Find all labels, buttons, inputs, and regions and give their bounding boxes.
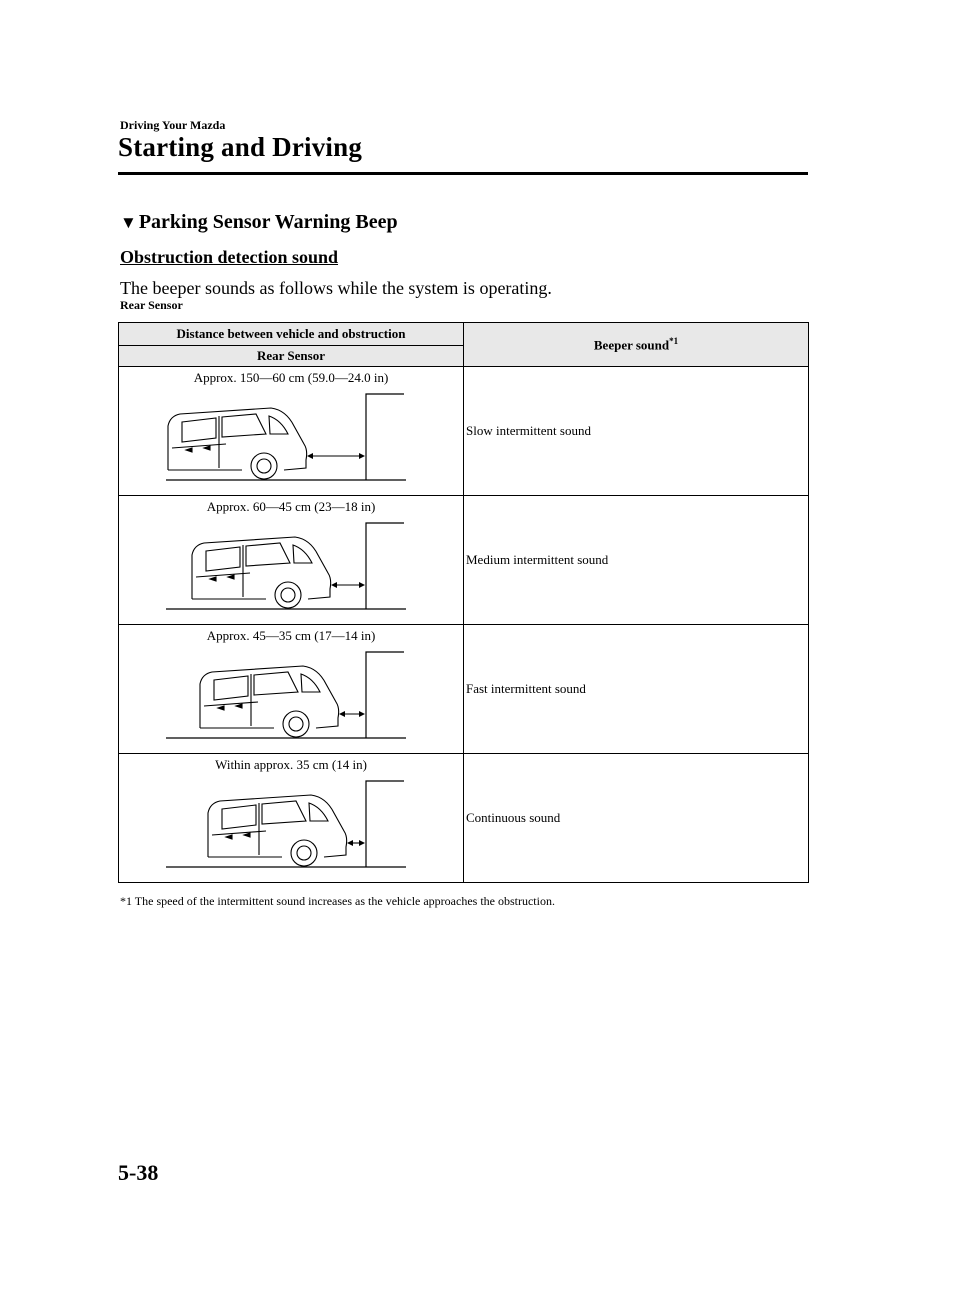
intro-text: The beeper sounds as follows while the system is operating.	[120, 278, 552, 298]
table-row	[119, 496, 809, 625]
distance-text: Within approx. 35 cm (14 in)	[215, 757, 367, 772]
beeper-sound: Medium intermittent sound	[464, 496, 809, 625]
rear-sensor-label: Rear Sensor	[120, 298, 183, 312]
table-row	[119, 625, 809, 754]
section-heading	[120, 211, 398, 234]
page-number: 5-38	[118, 1160, 159, 1185]
beeper-sound: Slow intermittent sound	[464, 367, 809, 496]
subheading: Obstruction detection sound	[120, 247, 339, 267]
header-rear-sensor: Rear Sensor	[119, 346, 464, 367]
beeper-sound: Continuous sound	[464, 754, 809, 883]
beeper-sound: Fast intermittent sound	[464, 625, 809, 754]
section-heading-text: Parking Sensor Warning Beep	[138, 211, 398, 233]
chapter-title: Starting and Driving	[118, 132, 363, 162]
car-obstruction-illustration	[166, 515, 416, 615]
header-beeper	[464, 323, 809, 367]
section-label: Driving Your Mazda	[120, 118, 226, 132]
distance-text: Approx. 150―60 cm (59.0―24.0 in)	[193, 370, 389, 385]
beep-table	[118, 322, 809, 883]
car-obstruction-illustration	[166, 773, 416, 873]
table-row	[119, 754, 809, 883]
footnote: *1 The speed of the intermittent sound increases as the vehicle approaches the obstruction.	[120, 894, 555, 908]
triangle-down-icon: ▼	[120, 213, 137, 232]
car-obstruction-illustration	[166, 386, 416, 486]
header-distance: Distance between vehicle and obstruction	[119, 323, 464, 346]
footnote-mark: *1	[669, 335, 679, 346]
car-obstruction-illustration	[166, 644, 416, 744]
table-row	[119, 367, 809, 496]
distance-text: Approx. 60―45 cm (23―18 in)	[206, 499, 376, 514]
header-beeper-text: Beeper sound	[593, 337, 670, 353]
distance-text: Approx. 45―35 cm (17―14 in)	[206, 628, 376, 643]
chapter-rule	[118, 172, 808, 175]
